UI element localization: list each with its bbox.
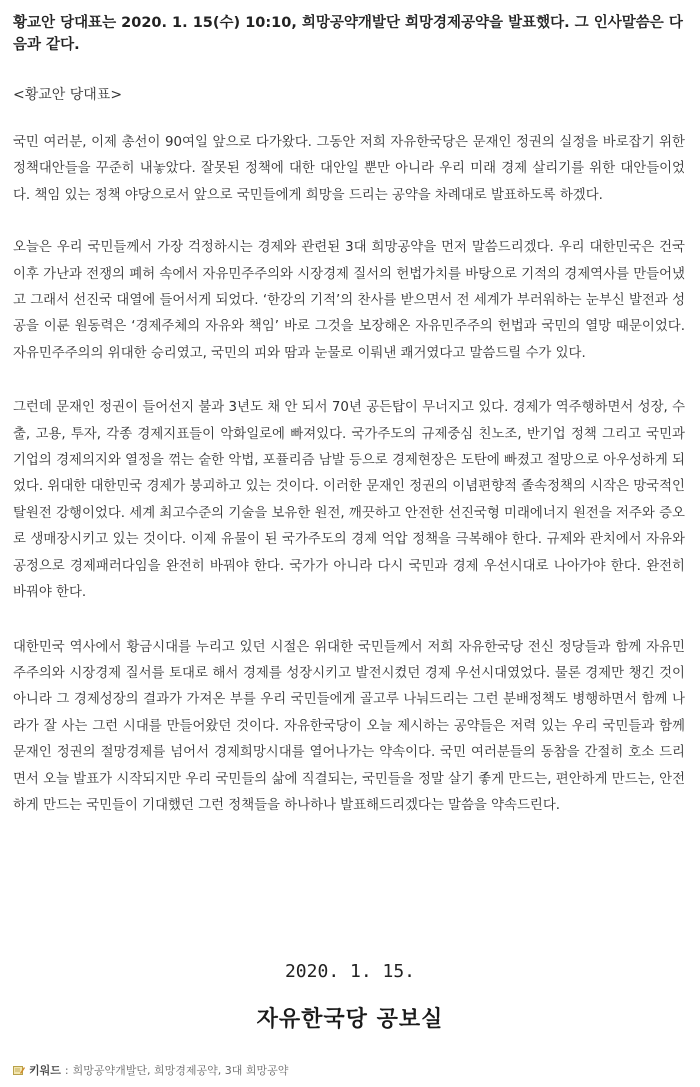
keywords-text[interactable]: 희망공약개발단, 희망경제공약, 3대 희망공약 bbox=[72, 1064, 289, 1077]
paragraph-4: 대한민국 역사에서 황금시대를 누리고 있던 시절은 위대한 국민들께서 저희 자유한국당 전신 정당들과 함께 자유민주주의와 시장경제 질서를 토대로 해서 경제를 성장시키고 발전시켰던 경제 우선시대였었다. 물론 경제만 챙긴 것이 아니라 그 경제성장의 결과가 가져온 부를 우리 국민들에게 골고루 나눠드리는 그런 분배정책도 병행하면서 함께 나라가 잘 사는 그런 시대를 만들어왔던 것이다. 자유한국당이 오늘 제시하는 공약들은 저력 있는 우리 국민들과 함께 문재인 정권의 절망경제를 넘어서 경제희망시대를 열어나가는 약속이다. 국민 여러분들의 동참을 간절히 호소 드리면서 오늘 발표가 시작되지만 우리 국민들의 삶에 직결되는, 국민들을 정말 살기 좋게 만드는, 편안하게 만드는, 안전하게 만드는 국민들이 기대했던 그런 정책들을 하나하나 발표해드리겠다는 말씀을 약속드린다. bbox=[13, 639, 685, 813]
keywords-separator: : bbox=[64, 1063, 69, 1077]
intro-text: 황교안 당대표는 2020. 1. 15(수) 10:10, 희망공약개발단 희망경제공약을 발표했다. 그 인사말씀은 다음과 같다. bbox=[13, 15, 683, 53]
paragraph-1: 국민 여러분, 이제 총선이 90여일 앞으로 다가왔다. 그동안 저희 자유한국당은 문재인 정권의 실정을 바로잡기 위한 정책대안들을 꾸준히 내놓았다. 잘못된 정책에 대한 대안일 뿐만 아니라 우리 미래 경제 살리기를 위한 대안들이었다. 책임 있는 정책 야당으로서 앞으로 국민들에게 희망을 드리는 공약을 차례대로 발표하도록 하겠다. bbox=[13, 135, 685, 203]
pencil-note-icon bbox=[13, 1065, 25, 1075]
paragraph-2: 오늘은 우리 국민들께서 가장 걱정하시는 경제와 관련된 3대 희망공약을 먼저 말씀드리겠다. 우리 대한민국은 건국 이후 가난과 전쟁의 폐허 속에서 자유민주주의와 시장경제 질서의 헌법가치를 바탕으로 기적의 경제역사를 만들어냈고 그래서 선진국 대열에 들어서게 되었다. ‘한강의 기적’의 찬사를 받으면서 전 세계가 부러워하는 눈부신 발전과 성공을 이룬 원동력은 ‘경제주체의 자유와 책임’ 바로 그것을 보장해온 자유민주주의 헌법과 국민의 열망 때문이었다. 자유민주주의의 위대한 승리였고, 국민의 피와 땀과 눈물로 이뤄낸 쾌거였다고 말씀드릴 수가 있다. bbox=[13, 240, 685, 361]
organization-name: 자유한국당 공보실 bbox=[256, 1007, 444, 1032]
paragraph-3: 그런데 문재인 정권이 들어선지 불과 3년도 채 안 되서 70년 공든탑이 무너지고 있다. 경제가 역주행하면서 성장, 수출, 고용, 투자, 각종 경제지표들이 악화일로에 빠져있다. 국가주도의 규제중심 친노조, 반기업 정책 그리고 국민과 기업의 경제의지와 열정을 꺾는 숱한 악법, 포퓰리즘 남발 등으로 경제현장은 도탄에 빠졌고 절망으로 아우성하게 되었다. 위대한 대한민국 경제가 붕괴하고 있는 것이다. 이러한 문재인 정권의 이념편향적 졸속정책의 시작은 망국적인 탈원전 강행이었다. 세계 최고수준의 기술을 보유한 원전, 깨끗하고 안전한 선진국형 미래에너지 원전을 저주와 증오로 생매장시키고 있는 것이다. 이제 유물이 된 국가주도의 경제 억압 정책을 극복해야 한다. 규제와 관치에서 자유와 공정으로 경제패러다임을 완전히 바꿔야 한다. 국가가 아니라 다시 국민과 경제 우선시대로 나아가야 한다. 완전히 바꿔야 한다. bbox=[13, 400, 685, 601]
keywords-label: 키워드 bbox=[29, 1064, 61, 1077]
article-body bbox=[13, 12, 685, 819]
keywords-row bbox=[13, 1062, 288, 1078]
release-date: 2020. 1. 15. bbox=[284, 961, 416, 982]
speaker-heading: <황교안 당대표> bbox=[13, 87, 123, 103]
